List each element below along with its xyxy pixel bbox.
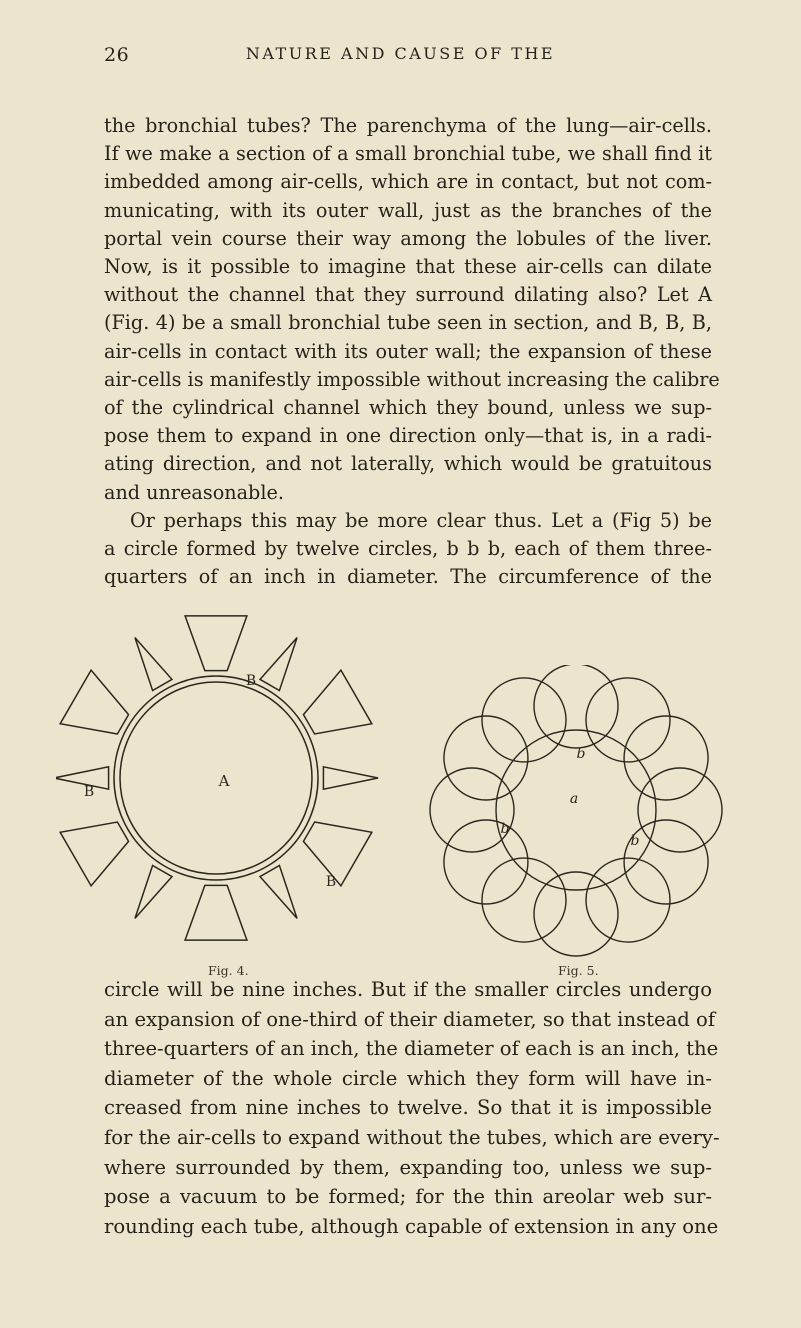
fig4-air-cell [303, 670, 371, 734]
text-line: where surrounded by them, expanding too, unless we sup- [104, 1155, 712, 1179]
fig4-air-cell [303, 822, 371, 886]
text-line: quarters of an inch in diameter. The circumference of the [104, 565, 712, 589]
fig4-label-b-left: B [83, 784, 95, 800]
fig4-air-cell [260, 865, 297, 918]
text-line: for the air-cells to expand without the tubes, which are every- [104, 1125, 720, 1149]
text-line: creased from nine inches to twelve. So that it is impossible [104, 1096, 712, 1120]
text-line: Or perhaps this may be more clear thus. Let a (Fig 5) be [130, 508, 712, 532]
figure-4-drawing [56, 600, 386, 960]
figure-5 [418, 665, 728, 978]
fig4-air-cell [260, 638, 297, 691]
text-line: pose a vacuum to be formed; for the thin areolar web sur- [104, 1185, 712, 1209]
text-line: of the cylindrical channel which they bound, unless we sup- [104, 396, 712, 420]
text-line: municating, with its outer wall, just as the branches of the [104, 198, 712, 222]
fig5-label-b-top: b [576, 746, 586, 762]
fig4-air-cell [56, 767, 109, 789]
text-line: without the channel that they surround dilating also? Let A [104, 283, 712, 307]
upper-text [104, 112, 720, 591]
page-header [0, 44, 801, 74]
fig5-label-a: a [569, 791, 579, 807]
fig5-small-circle [534, 665, 618, 748]
fig4-air-cell [60, 670, 128, 734]
text-line: pose them to expand in one direction only—that is, in a radi- [104, 424, 712, 448]
paragraph-1 [104, 112, 720, 507]
text-line: an expansion of one-third of their diameter, so that instead of [104, 1007, 716, 1031]
text-line: If we make a section of a small bronchial tube, we shall find it [104, 142, 712, 166]
text-line: ating direction, and not laterally, which would be gratuitous [104, 452, 712, 476]
text-line: diameter of the whole circle which they form will have in- [104, 1066, 712, 1090]
text-line: air-cells in contact with its outer wall; the expansion of these [104, 339, 712, 363]
text-line: and unreasonable. [104, 480, 284, 504]
text-line: air-cells is manifestly impossible without increasing the calibre [104, 367, 720, 391]
fig4-air-cell [185, 616, 247, 671]
fig5-label-b-right: b [630, 833, 640, 849]
fig4-label-a: A [218, 772, 230, 790]
text-line: a circle formed by twelve circles, b b b, each of them three- [104, 537, 712, 561]
fig5-small-circle [430, 768, 514, 852]
fig5-small-circle [534, 872, 618, 956]
text-line: (Fig. 4) be a small bronchial tube seen in section, and B, B, B, [104, 311, 712, 335]
text-line: circle will be nine inches. But if the smaller circles undergo [104, 978, 712, 1001]
lower-text [104, 975, 720, 1241]
fig5-small-circle [638, 768, 722, 852]
text-line: Now, is it possible to imagine that these air-cells can dilate [104, 255, 712, 279]
fig5-label-b-left: b [500, 821, 510, 837]
fig4-air-cell [135, 865, 172, 918]
fig4-air-cell [60, 822, 128, 886]
fig4-air-cell [323, 767, 378, 789]
fig4-label-b-right: B [325, 874, 337, 890]
page-number: 26 [104, 44, 130, 66]
fig4-caption: Fig. 4. [208, 963, 249, 978]
fig4-air-cell [185, 885, 247, 940]
fig4-air-cell [135, 638, 172, 691]
figure-5-drawing [418, 665, 728, 965]
text-line: the bronchial tubes? The parenchyma of the lung—air-cells. [104, 114, 712, 137]
text-line: rounding each tube, although capable of extension in any one [104, 1214, 719, 1238]
fig4-label-b-top: B [245, 673, 257, 689]
paragraph-2 [104, 507, 712, 592]
text-line: portal vein course their way among the lobules of the liver. [104, 226, 712, 250]
text-line: imbedded among air-cells, which are in contact, but not com- [104, 170, 712, 194]
fig4-tube-outer-wall [114, 676, 318, 880]
text-line: three-quarters of an inch, the diameter of each is an inch, the [104, 1037, 719, 1061]
fig4-tube-inner-wall [120, 682, 312, 874]
figure-4 [56, 600, 386, 978]
running-head: NATURE AND CAUSE OF THE [245, 44, 556, 63]
fig5-caption: Fig. 5. [558, 963, 599, 978]
